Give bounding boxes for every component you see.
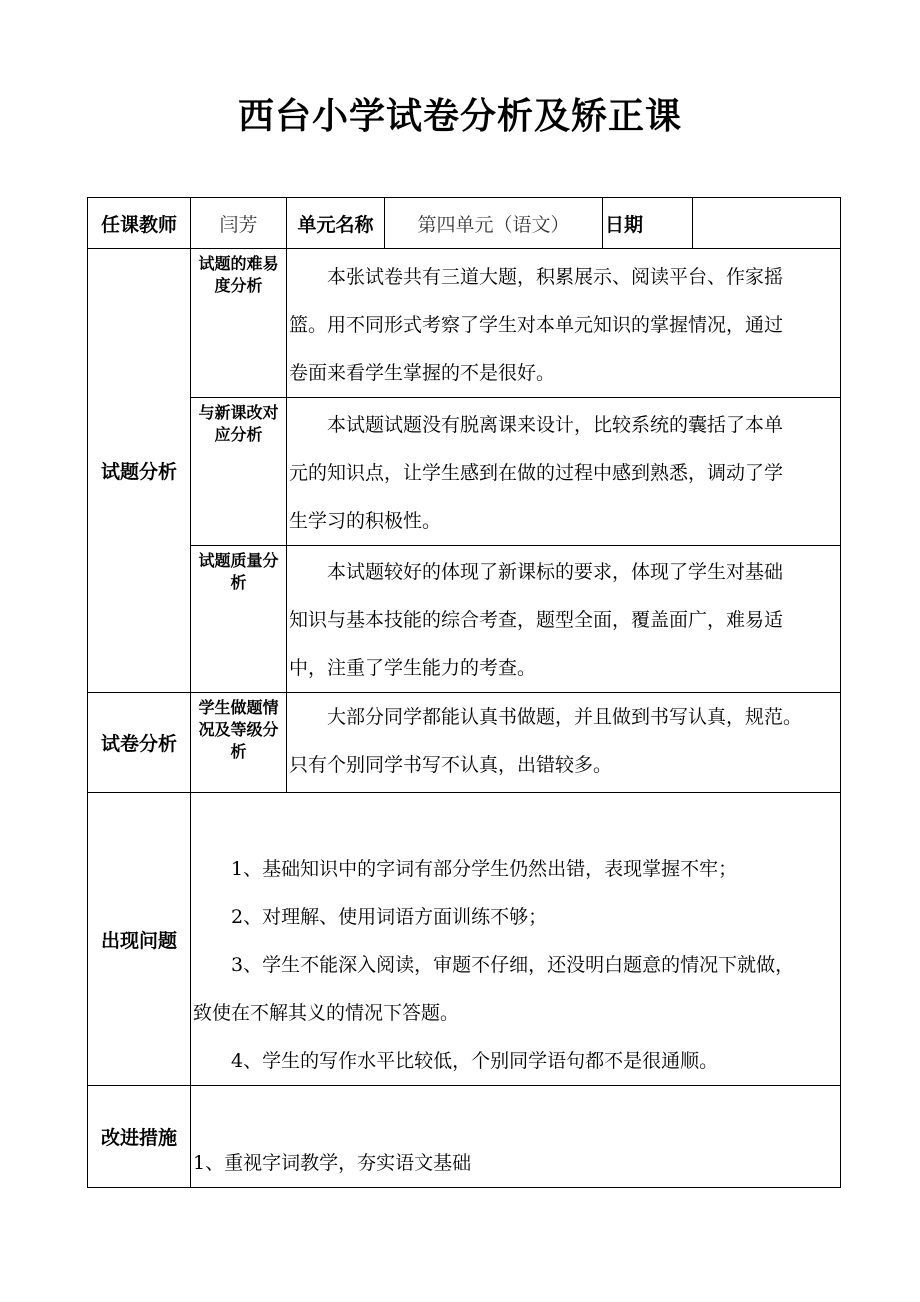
teacher-name: 闫芳 xyxy=(190,197,287,249)
section-improvement-label: 改进措施 xyxy=(87,1085,191,1188)
student-performance-label: 学生做题情况及等级分析 xyxy=(190,692,287,793)
section-test-analysis-label: 试题分析 xyxy=(87,248,191,693)
problems-text: 1、基础知识中的字词有部分学生仍然出错，表现掌握不牢； 2、对理解、使用词语方面训练不够； 3、学生不能深入阅读，审题不仔细，还没明白题意的情况下就做， 致使在不解其义的情况下答题。 4、学生的写作水平比较低，个别同学语句都不是很通顺。 xyxy=(190,792,841,1086)
teacher-label: 任课教师 xyxy=(87,197,191,249)
difficulty-text: 本张试卷共有三道大题，积累展示、阅读平台、作家摇 篮。用不同形式考察了学生对本单元知识的掌握情况，通过 卷面来看学生掌握的不是很好。 xyxy=(286,248,841,398)
quality-label: 试题质量分析 xyxy=(190,545,287,693)
difficulty-label: 试题的难易度分析 xyxy=(190,248,287,398)
improvement-text: 1、重视字词教学，夯实语文基础 xyxy=(190,1085,841,1188)
unit-label: 单元名称 xyxy=(286,197,385,249)
date-value xyxy=(692,197,841,249)
page-title: 西台小学试卷分析及矫正课 xyxy=(237,95,682,137)
quality-text: 本试题较好的体现了新课标的要求，体现了学生对基础 知识与基本技能的综合考查，题型全面，覆盖面广，难易适 中，注重了学生能力的考查。 xyxy=(286,545,841,693)
student-performance-text: 大部分同学都能认真书做题，并且做到书写认真，规范。 只有个别同学书写不认真，出错较多。 xyxy=(286,692,841,793)
unit-name: 第四单元（语文） xyxy=(384,197,603,249)
section-paper-analysis-label: 试卷分析 xyxy=(87,692,191,793)
date-label: 日期 xyxy=(602,197,693,249)
curriculum-text: 本试题试题没有脱离课来设计，比较系统的囊括了本单 元的知识点，让学生感到在做的过程中感到熟悉，调动了学 生学习的积极性。 xyxy=(286,397,841,546)
section-problems-label: 出现问题 xyxy=(87,792,191,1086)
curriculum-label: 与新课改对应分析 xyxy=(190,397,287,546)
